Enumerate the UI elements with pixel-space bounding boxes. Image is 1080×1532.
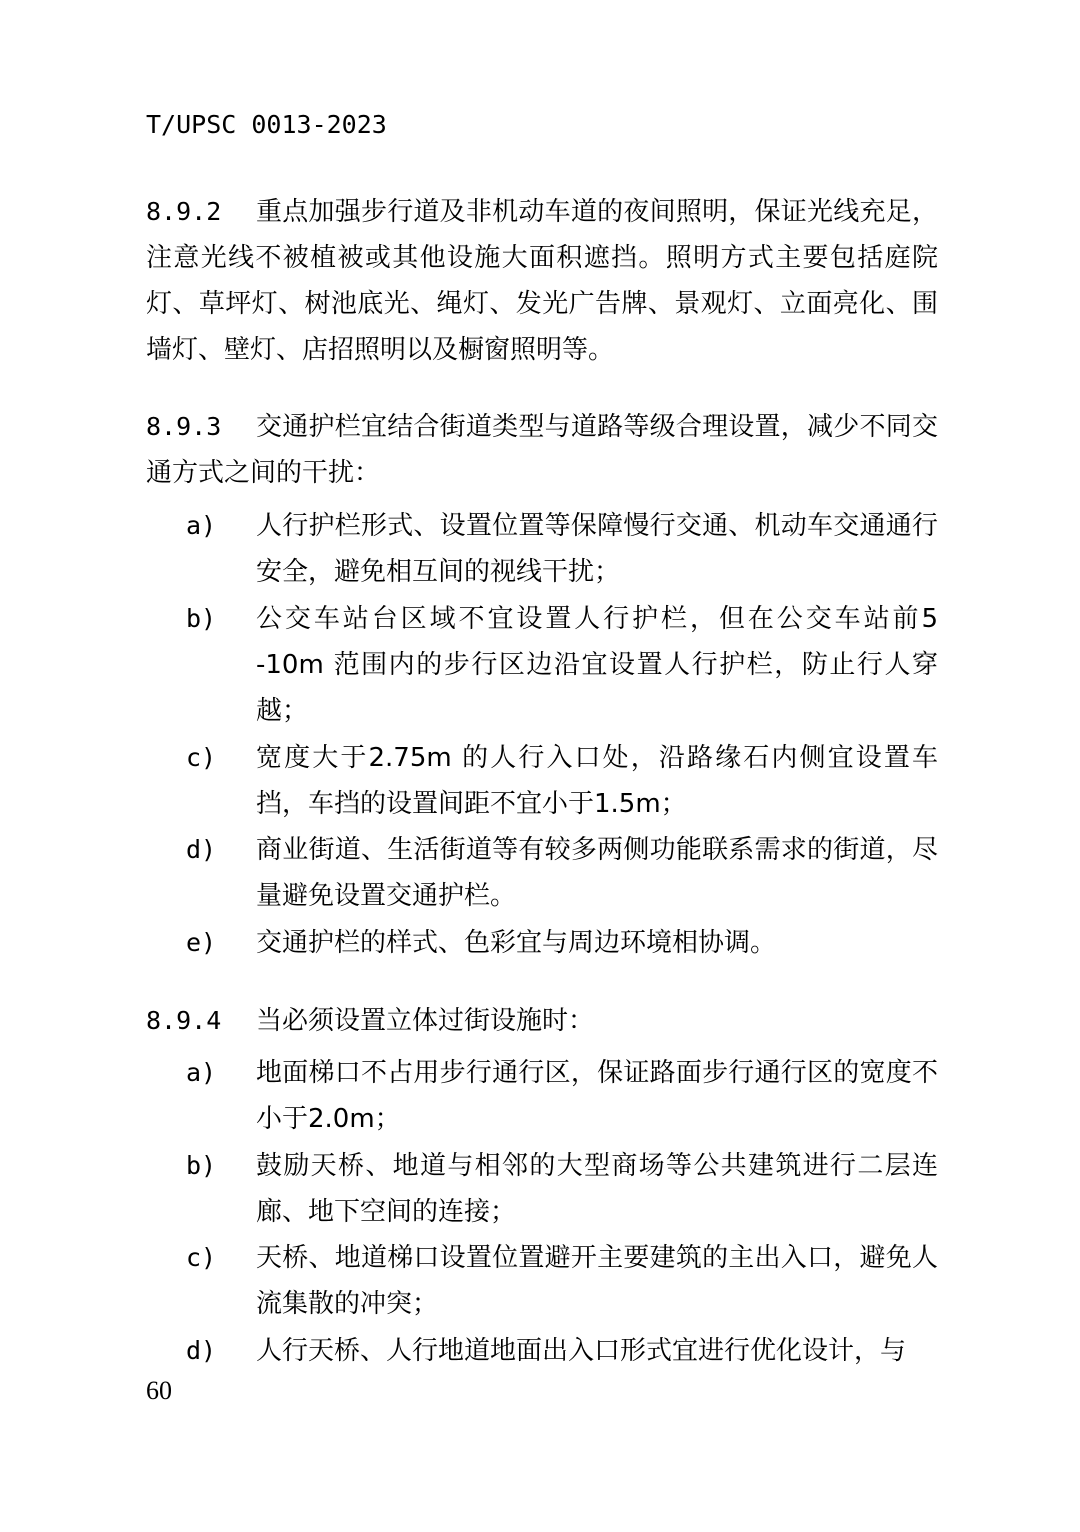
clause-number: 8.9.4 <box>146 1006 222 1035</box>
list-item: 人行天桥、人行地道地面出入口形式宜进行优化设计，与 <box>256 1336 907 1366</box>
list-item: 地面梯口不占用步行通行区，保证路面步行通行区的宽度不小于2.0m； <box>256 1058 938 1134</box>
clause-number: 8.9.2 <box>146 197 222 226</box>
list-item: 交通护栏的样式、色彩宜与周边环境相协调。 <box>256 928 777 958</box>
list-item: 宽度大于2.75m 的人行入口处，沿路缘石内侧宜设置车挡，车挡的设置间距不宜小于1.5m； <box>256 743 938 819</box>
clause-text: 当必须设置立体过街设施时： <box>256 1006 595 1036</box>
clause-text: 交通护栏宜结合街道类型与道路等级合理设置，减少不同交通方式之间的干扰： <box>146 412 938 488</box>
list-item-marker: c) <box>186 743 217 772</box>
list-item-marker: d) <box>186 1336 217 1365</box>
document-code: T/UPSC 0013-2023 <box>146 110 387 139</box>
list-item-marker: a) <box>186 1058 217 1087</box>
list-item-marker: b) <box>186 1151 217 1180</box>
list-item-marker: d) <box>186 835 217 864</box>
list-item-marker: c) <box>186 1243 217 1272</box>
page-number: 60 <box>146 1376 172 1405</box>
clause-text: 重点加强步行道及非机动车道的夜间照明，保证光线充足，注意光线不被植被或其他设施大面积遮挡。照明方式主要包括庭院灯、草坪灯、树池底光、绳灯、发光广告牌、景观灯、立面亮化、围墙灯、壁灯、店招照明以及橱窗照明等。 <box>146 197 938 365</box>
list-item: 天桥、地道梯口设置位置避开主要建筑的主出入口，避免人流集散的冲突； <box>256 1243 938 1319</box>
list-item: 鼓励天桥、地道与相邻的大型商场等公共建筑进行二层连廊、地下空间的连接； <box>256 1151 938 1227</box>
list-item-marker: a) <box>186 511 217 540</box>
list-item: 商业街道、生活街道等有较多两侧功能联系需求的街道，尽量避免设置交通护栏。 <box>256 835 938 911</box>
list-item-marker: b) <box>186 604 217 633</box>
clause-number: 8.9.3 <box>146 412 222 441</box>
list-item: 公交车站台区域不宜设置人行护栏，但在公交车站前5 -10m 范围内的步行区边沿宜设置人行护栏，防止行人穿越； <box>256 604 938 726</box>
list-item: 人行护栏形式、设置位置等保障慢行交通、机动车交通通行安全，避免相互间的视线干扰； <box>256 511 938 587</box>
list-item-marker: e) <box>186 928 217 957</box>
